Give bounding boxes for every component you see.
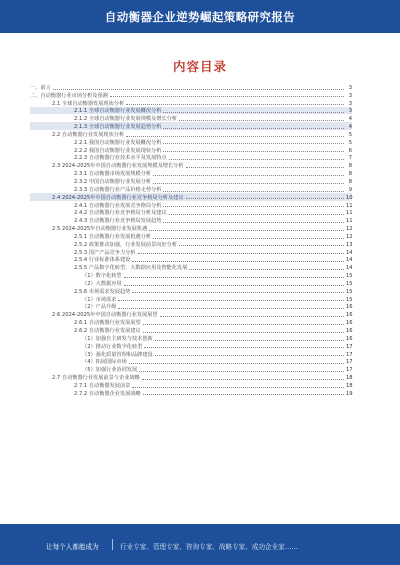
toc-entry-page: 16 — [346, 320, 353, 327]
toc-entry-page: 11 — [346, 202, 353, 209]
toc-entry-page: 11 — [346, 210, 353, 217]
toc-entry-title: 2.7.2 自动衡器企业发展战略 — [74, 390, 141, 397]
toc-entry-title: 2.5.5 产品数字化转型、大数据应用及智能化发展 — [74, 265, 188, 272]
toc-dot-leader — [149, 230, 344, 231]
footer-divider — [112, 539, 113, 550]
toc-entry-page: 3 — [348, 84, 352, 91]
toc-dot-leader — [163, 128, 344, 129]
toc-entry[interactable] — [30, 263, 352, 271]
report-footer — [0, 524, 400, 565]
toc-entry-page: 13 — [346, 241, 353, 248]
toc-entry-title: 2.2.1 我国自动衡器行业发展概况分析 — [74, 139, 162, 146]
toc-dot-leader — [163, 206, 344, 207]
toc-entry-title: 2.6.2 自动衡器行业发展建议 — [74, 328, 141, 334]
toc-entry-page: 12 — [346, 233, 353, 240]
toc-entry-page: 4 — [348, 116, 352, 123]
toc-entry-page: 4 — [348, 124, 352, 131]
toc-entry[interactable] — [30, 185, 352, 193]
report-title: 自动衡器企业逆势崛起策略研究报告 — [104, 10, 296, 24]
toc-entry-page: 17 — [346, 367, 353, 374]
toc-dot-leader — [132, 261, 344, 262]
toc-dot-leader — [153, 183, 344, 184]
toc-entry-page: 16 — [346, 328, 353, 334]
toc-dot-leader — [138, 253, 344, 254]
toc-entry-title: 2.2.2 我国自动衡器行业发展现状分析 — [74, 147, 162, 154]
toc-dot-leader — [110, 96, 344, 97]
toc-dot-leader — [179, 245, 344, 246]
toc-entry[interactable] — [30, 248, 352, 256]
toc-entry-title: （1）加强自主研发与技术创新 — [82, 335, 153, 342]
toc-entry-page: 3 — [348, 108, 352, 115]
toc-dot-leader — [153, 175, 344, 176]
report-header — [0, 0, 400, 33]
toc-entry[interactable] — [30, 358, 352, 366]
toc-entry[interactable] — [30, 107, 352, 115]
toc-entry[interactable] — [30, 295, 352, 303]
toc-entry-page: 15 — [346, 280, 353, 287]
toc-entry[interactable] — [30, 177, 352, 185]
toc-dot-leader — [118, 300, 344, 301]
toc-entry-page: 16 — [346, 335, 353, 342]
toc-entry-title: 2.5.1 自动衡器行业发展机遇分析 — [74, 233, 152, 240]
toc-dot-leader — [163, 112, 344, 113]
toc-dot-leader — [186, 167, 344, 168]
toc-dot-leader — [186, 198, 344, 199]
toc-entry-page: 17 — [346, 351, 353, 358]
toc-dot-leader — [126, 136, 344, 137]
toc-entry[interactable] — [30, 381, 352, 389]
toc-entry-page: 8 — [348, 163, 352, 170]
toc-entry[interactable] — [30, 224, 352, 232]
toc-entry[interactable] — [30, 389, 352, 397]
toc-entry[interactable] — [30, 130, 352, 138]
toc-dot-leader — [169, 214, 344, 215]
toc-entry[interactable] — [30, 114, 352, 122]
toc-entry-page: 15 — [346, 288, 353, 295]
toc-entry-title: 2.6.1 自动衡器行业发展展望 — [74, 320, 141, 327]
toc-entry[interactable] — [30, 201, 352, 209]
toc-entry-title: 二、自动衡器行业市场分析及预测 — [30, 92, 108, 99]
toc-dot-leader — [132, 387, 344, 388]
toc-entry-title: 2.4.1 自动衡器行业发展竞争格局分析 — [74, 202, 162, 209]
toc-entry[interactable] — [30, 365, 352, 373]
toc-entry[interactable] — [30, 209, 352, 217]
toc-entry-page: 8 — [348, 171, 352, 178]
toc-entry[interactable] — [30, 287, 352, 295]
toc-entry-page: 18 — [346, 382, 353, 389]
toc-entry-title: （1）数字化转型 — [82, 273, 122, 280]
toc-entry[interactable] — [30, 122, 352, 130]
toc-entry-title: 2.5.6 市场需求发展趋势 — [74, 288, 131, 295]
toc-entry[interactable] — [30, 350, 352, 358]
toc-dot-leader — [143, 332, 344, 333]
toc-dot-leader — [163, 151, 344, 152]
toc-entry-title: 2.3.2 中国自动衡器行业发展分析 — [74, 178, 152, 185]
toc-entry-page: 19 — [346, 390, 353, 397]
toc-dot-leader — [155, 355, 344, 356]
toc-entry-page: 12 — [346, 226, 353, 233]
footer-slogan: 让每个人都能成为 — [46, 543, 99, 551]
toc-dot-leader — [139, 371, 344, 372]
toc-entry[interactable] — [30, 334, 352, 342]
toc-entry[interactable] — [30, 99, 352, 107]
toc-entry[interactable] — [30, 138, 352, 146]
toc-entry[interactable] — [30, 342, 352, 350]
toc-entry-title: 2.3 2024-2025年中国自动衡器行业发展规模及增长分析 — [52, 163, 184, 170]
toc-entry[interactable] — [30, 303, 352, 311]
toc-entry[interactable] — [30, 154, 352, 162]
toc-entry[interactable] — [30, 216, 352, 224]
toc-entry-title: 2.4.2 自动衡器行业竞争格局分析及建议 — [74, 210, 167, 217]
toc-entry-page: 16 — [346, 304, 353, 311]
toc-entry[interactable] — [30, 310, 352, 318]
toc-entry-title: 2.3.1 自动衡器市场发展规模分析 — [74, 171, 152, 178]
toc-dot-leader — [144, 347, 344, 348]
toc-dot-leader — [142, 379, 344, 380]
toc-entry-page: 7 — [348, 155, 352, 162]
toc-dot-leader — [163, 143, 344, 144]
toc-dot-leader — [143, 394, 344, 395]
toc-entry[interactable] — [30, 279, 352, 287]
toc-entry-page: 9 — [348, 186, 352, 193]
toc-entry-title: 2.3.3 自动衡器行业产品价格走势分析 — [74, 186, 162, 193]
toc-entry-title: 2.6 2024-2025年中国自动衡器行业发展展望 — [52, 312, 158, 319]
toc-entry-title: 2.4.3 自动衡器行业竞争格局发展趋势 — [74, 218, 162, 225]
toc-dot-leader — [129, 363, 344, 364]
toc-entry-title: 2.1.2 全球自动衡器行业发展规模及增长分析 — [74, 116, 178, 123]
toc-dot-leader — [163, 191, 344, 192]
toc-dot-leader — [163, 222, 344, 223]
toc-entry[interactable] — [30, 326, 352, 334]
toc-entry-title: （3）强化质量管理和品牌建设 — [82, 351, 153, 358]
toc-entry[interactable] — [30, 146, 352, 154]
toc-entry-page: 14 — [346, 265, 353, 272]
toc-entry-title: （5）加强行业协同发展 — [82, 367, 138, 374]
toc-entry-page: 16 — [346, 312, 353, 319]
toc-entry-title: 2.5 2024-2025年自动衡器行业发展机遇 — [52, 226, 148, 233]
toc-entry[interactable] — [30, 193, 352, 201]
toc-entry-title: 2.1.1 全球自动衡器行业发展概况分析 — [74, 108, 162, 115]
toc-entry-title: （4）拓展国际市场 — [82, 359, 127, 366]
toc-heading: 内容目录 — [172, 59, 227, 74]
toc-entry-title: 2.5.3 国产产品竞争力分析 — [74, 249, 136, 256]
toc-entry-page: 3 — [348, 100, 352, 107]
toc-dot-leader — [169, 159, 344, 160]
toc-entry-title: 2.1 全球自动衡器发展现状分析 — [52, 100, 125, 107]
toc-dot-leader — [118, 308, 344, 309]
toc-dot-leader — [143, 324, 344, 325]
toc-entry-title: 2.1.3 全球自动衡器行业发展趋势分析 — [74, 124, 162, 131]
toc-entry-title: 2.4 2024-2025年中国自动衡器行业竞争格局分析及建议 — [52, 194, 184, 201]
toc-entry-page: 17 — [346, 343, 353, 350]
toc-entry-page: 15 — [346, 296, 353, 303]
toc-entry-title: 2.5.4 行业标准体系建设 — [74, 257, 131, 264]
toc-entry-title: 2.2 自动衡器行业发展现状分析 — [52, 131, 125, 138]
toc-entry[interactable] — [30, 271, 352, 279]
toc-entry-title: （2）产品升级 — [82, 304, 117, 311]
toc-dot-leader — [124, 285, 344, 286]
toc-entry-title: 2.5.2 政策推动加强，行业发展前景向好分析 — [74, 241, 178, 248]
toc-entry-page: 18 — [346, 375, 353, 382]
toc-entry-page: 10 — [346, 194, 353, 201]
toc-entry-page: 5 — [348, 139, 352, 146]
toc-entry-page: 5 — [348, 131, 352, 138]
toc-entry[interactable] — [30, 169, 352, 177]
toc-entry-page: 17 — [346, 359, 353, 366]
toc-entry-title: 2.7 自动衡器行业发展前景与企业战略 — [52, 375, 140, 382]
footer-roles: 行业专家、管理专家、咨询专家、战略专家、成功企业家…… — [120, 543, 299, 551]
toc-entry-page: 3 — [348, 92, 352, 99]
toc-dot-leader — [124, 277, 344, 278]
toc-entry-title: （1）市场需求 — [82, 296, 117, 303]
toc-entry-page: 6 — [348, 147, 352, 154]
toc-dot-leader — [189, 269, 344, 270]
toc-entry[interactable] — [30, 373, 352, 381]
toc-entry-page: 15 — [346, 273, 353, 280]
toc-dot-leader — [132, 292, 344, 293]
toc-dot-leader — [179, 120, 344, 121]
toc-dot-leader — [155, 340, 344, 341]
toc-dot-leader — [160, 316, 344, 317]
toc-entry[interactable] — [30, 240, 352, 248]
toc-dot-leader — [126, 104, 344, 105]
toc-entry-page: 11 — [346, 218, 353, 225]
table-of-contents — [30, 83, 352, 397]
toc-entry[interactable] — [30, 256, 352, 264]
toc-entry[interactable] — [30, 318, 352, 326]
toc-dot-leader — [53, 89, 344, 90]
toc-dot-leader — [153, 238, 344, 239]
toc-entry-title: （2）推动行业数字化转型 — [82, 343, 143, 350]
toc-entry-page: 14 — [346, 257, 353, 264]
toc-entry-title: 一、前言 — [30, 84, 51, 91]
toc-entry[interactable] — [30, 161, 352, 169]
toc-entry-page: 14 — [346, 249, 353, 256]
toc-entry-title: 2.2.3 自动衡器行业技术水平及发展特点 — [74, 155, 167, 162]
toc-entry-title: 2.7.1 自动衡器发展前景 — [74, 382, 131, 389]
toc-entry[interactable] — [30, 232, 352, 240]
toc-entry-page: 8 — [348, 178, 352, 185]
toc-entry-title: （2）大数据应用 — [82, 280, 122, 287]
toc-entry[interactable] — [30, 83, 352, 91]
toc-entry[interactable] — [30, 91, 352, 99]
